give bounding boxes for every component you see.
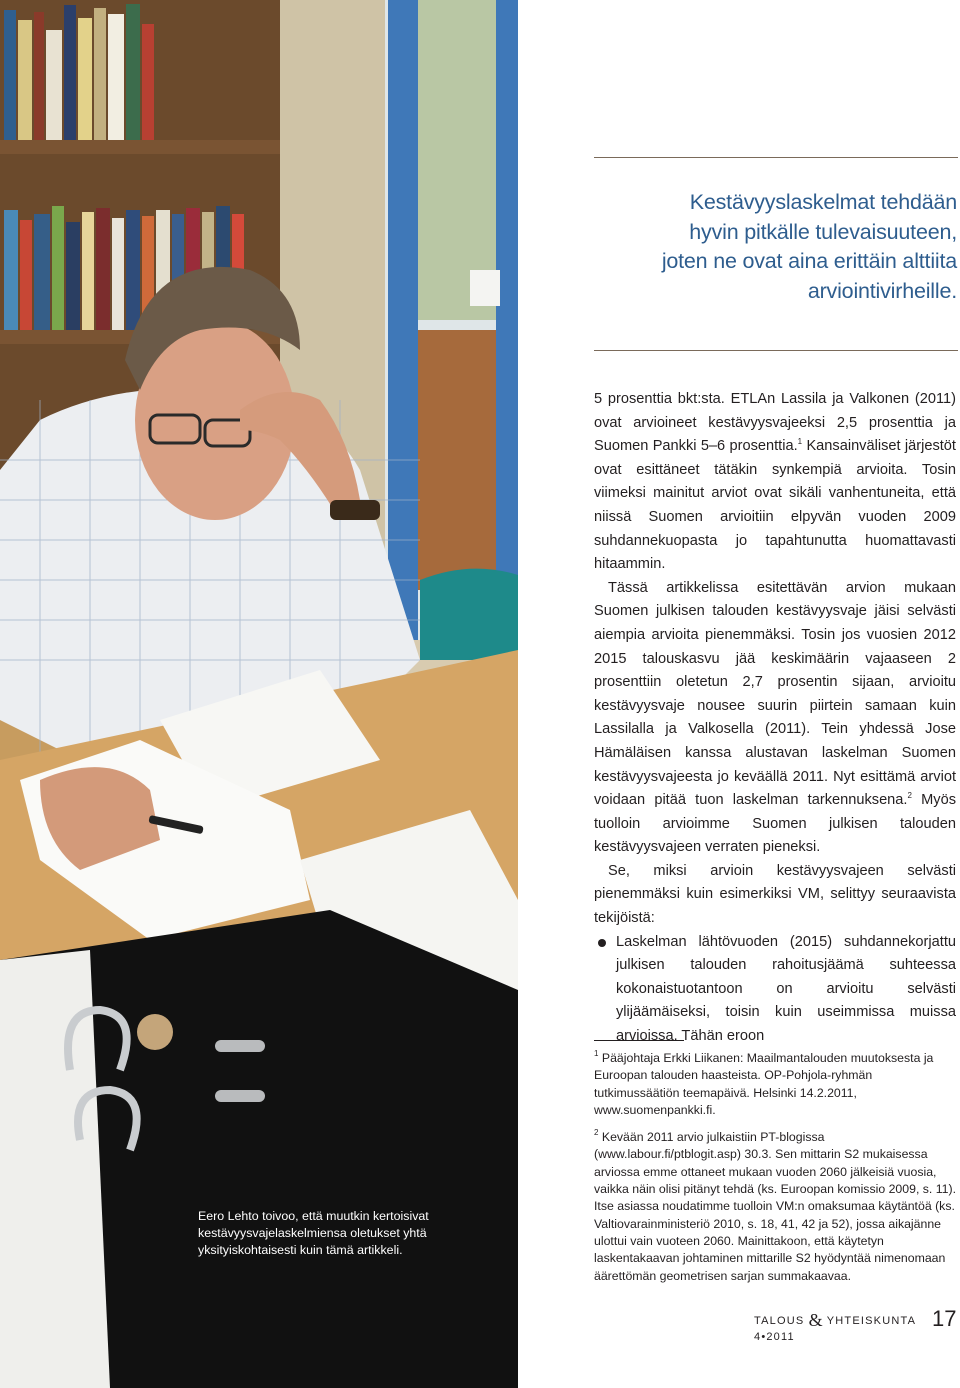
body-text: Tässä artikkelissa esitettävän arvion mukaan Suomen julkisen talouden kestävyysvaje jäisi selvästi aiempia arvioita pienemmäksi. Tosin jos vuosien 2012 2015 talouskasvu jää keskimäärin vajaaseen 2 prosenttiin oletetun 2,7 prosentin sijaan, arvioitu kestävyysvaje nousee suurin piirtein samaan kuin Lassilalla ja Valkosella (2011). Tein yhdessä Jose Hämäläisen kanssa alustavan laskelman Suomen kestävyysvajeesta jo keväällä 2011. Nyt esittämä arviot voidaan pitää tuon laskelman tarkennuksena.	[594, 579, 956, 809]
publication-issue: YHTEISKUNTA 4•2011	[754, 1315, 916, 1343]
page-number: 17	[932, 1306, 957, 1331]
footnote	[594, 1129, 958, 1285]
footnote-text: Kevään 2011 arvio julkaistiin PT-blogissa (www.labour.fi/ptblogit.asp) 30.3. Sen mittarin S2 mukaisessa arviossa emme ottaneet mukaan vuoden 2060 jälkeisiä vuosia, vaikka näin olisi pitänyt tehdä (ks. Euroopan komissio 2009, s. 11). Itse asiassa noudatimme tuolloin VM:n omaksumaa käytäntöä (ks. Valtiovarainministeriö 2010, s. 18, 41, 42 ja 52), jossa aikajänne ulottui vain vuoteen 2060. Mainittakoon, että käytetyn laskentakaavan johtaminen mittarille S2 hyödyntää nimenomaan äärettömän geometrisen sarjan summakaavaa.	[594, 1130, 957, 1283]
publication-footer	[754, 1310, 960, 1343]
pullquote-line: Kestävyyslaskelmat tehdään	[689, 190, 957, 214]
footnote-ref: 1	[797, 437, 803, 447]
body-text: 5 prosenttia bkt:sta. ETLAn Lassila ja Valkonen (2011) ovat arvioineet kestävyysvajeeksi 2,5 prosenttia ja Suomen Pankki 5–6 prosenttia.	[594, 391, 956, 455]
article-body	[594, 388, 956, 1049]
publication-ampersand: &	[808, 1310, 823, 1330]
pullquote-line: arviointivirheille.	[807, 278, 957, 303]
footnote-ref: 2	[907, 791, 912, 801]
body-paragraph	[594, 388, 956, 577]
footnotes	[594, 1050, 958, 1295]
footnote-number: 1	[594, 1049, 599, 1058]
bullet-icon	[598, 939, 606, 947]
body-paragraph: Se, miksi arvioin kestävyysvajeen selvästi pienemmäksi kuin esimerkiksi VM, selittyy seuraavista tekijöistä:	[594, 862, 956, 927]
publication-name: TALOUS	[754, 1315, 805, 1327]
footnote-text: Pääjohtaja Erkki Liikanen: Maailmantalouden muutoksesta ja Euroopan talouden haasteista. OP-Pohjola-ryhmän tutkimussäätiön teemapäivä. Helsinki 14.2.2011, www.suomenpankki.fi.	[594, 1051, 934, 1117]
pullquote	[594, 188, 957, 306]
photo-caption: Eero Lehto toivoo, että muutkin kertoisivat kestävyysvajelaskelmiensa oletukset yhtä yksityiskohtaisesti kuin tämä artikkeli.	[198, 1209, 429, 1258]
footnote-number: 2	[594, 1128, 599, 1138]
pullquote-top-rule	[594, 157, 958, 158]
body-paragraph	[594, 577, 956, 860]
pullquote-bottom-rule	[594, 350, 958, 351]
bullet-item	[594, 931, 956, 1049]
body-text: Kansainväliset järjestöt ovat esittäneet tätäkin synkempiä arvioita. Tosin viimeksi mainitut arviot ovat sikäli vanhentuneita, että niissä Suomen arvioitiin elpyvän vuoden 2009 suhdannekuopasta jo tapahtunutta huomattavasti hitaammin.	[594, 438, 956, 573]
footnote	[594, 1050, 958, 1119]
bullet-text: Laskelman lähtövuoden (2015) suhdannekorjattu julkisen talouden rahoitusjäämä suhteessa kokonaistuotantoon on arvioitu selvästi ylijäämäiseksi, toisin kuin useimmissa muissa arvioissa. Tähän eroon	[616, 933, 956, 1045]
body-text: Myös tuolloin arvioimme Suomen julkisen talouden kestävyysvajeen verraten pieneksi.	[594, 792, 956, 856]
footnote-rule	[594, 1040, 684, 1041]
pullquote-line: joten ne ovat aina erittäin alttiita	[661, 249, 957, 273]
pullquote-line: hyvin pitkälle tulevaisuuteen,	[689, 219, 957, 244]
